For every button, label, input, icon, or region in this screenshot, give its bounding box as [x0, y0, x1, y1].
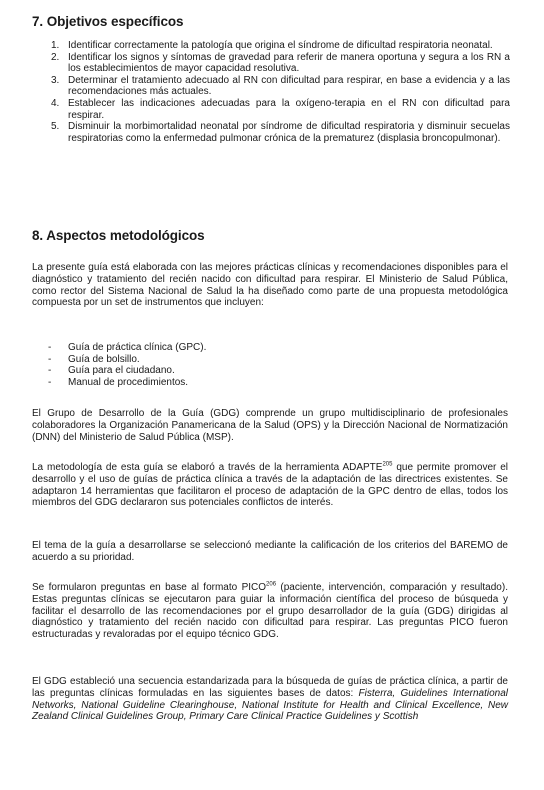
- list-item: - Guía de práctica clínica (GPC).: [48, 342, 207, 353]
- list-item: - Manual de procedimientos.: [48, 376, 189, 388]
- citation-superscript: 205: [382, 461, 393, 468]
- section-7-heading: 7. Objetivos específicos: [32, 14, 184, 29]
- list-item: 3. Determinar el tratamiento adecuado al RN con dificultad para respirar, en base a evidencia y a las recomendaciones más actuales.: [51, 74, 510, 98]
- citation-superscript: 206: [266, 581, 277, 588]
- gdg-paragraph: El Grupo de Desarrollo de la Guía (GDG) comprende un grupo multidisciplinario de profesionales colaboradores la Organización Panamericana de la Salud (OPS) y la Dirección Nacional de Normatización (DNN) del Ministerio de Salud Pública (MSP).: [32, 408, 508, 443]
- instruments-list: [48, 342, 206, 388]
- objectives-list: [48, 40, 510, 144]
- list-item: 5. Disminuir la morbimortalidad neonatal por síndrome de dificultad respiratoria y disminuir secuelas respiratorias como la enfermedad pulmonar crónica de la prematurez (displasia broncopulmonar).: [51, 121, 510, 144]
- section-8-heading: 8. Aspectos metodológicos: [32, 228, 205, 243]
- intro-paragraph: La presente guía está elaborada con las mejores prácticas clínicas y recomendaciones disponibles para el diagnóstico y tratamiento del recién nacido con dificultad para respirar. El Ministerio de Salud Pública, como rector del Sistema Nacional de Salud la ha diseñado como parte de una propuesta metodológica compuesta por un set de instrumentos que incluyen:: [32, 262, 508, 309]
- list-item: 1. Identificar correctamente la patología que origina el síndrome de dificultad respiratoria neonatal.: [51, 40, 493, 51]
- list-item: 2. Identificar los signos y síntomas de gravedad para referir de manera oportuna y segura a los RN a los establecimientos de mayor capacidad resolutiva.: [51, 51, 510, 75]
- methodology-paragraph: La metodología de esta guía se elaboró a través de la herramienta ADAPTE$^{205}$ que permite promover el desarrollo y el uso de guías de práctica clínica a través de la adaptación de las directrices existentes. Se adaptaron 14 herramientas que facilitaron el proceso de adaptación de la GPC dentro de ellas, todos los miembros del GDG declararon sus potenciales conflictos de interés.: [32, 461, 508, 509]
- search-paragraph: El GDG estableció una secuencia estandarizada para la búsqueda de guías de práctica clínica, a partir de las preguntas clínicas formuladas en las siguientes bases de datos: Fisterra, Guidelines International Networks, National Guideline Clearinghouse, National Institute for Health and Clinical Excellence, New Zealand Clinical Guidelines Group, Primary Care Clinical Practice Guidelines y Scottish: [32, 676, 508, 723]
- list-item: - Guía para el ciudadano.: [48, 365, 175, 377]
- pico-paragraph: Se formularon preguntas en base al formato PICO$^{206}$ (paciente, intervención, comparación y resultado). Estas preguntas clínicas se ejecutaron para guiar la información científica del proceso de búsqueda y facilitar el desarrollo de las recomendaciones por el grupo desarrollador de la guía (GDG) dirigidas al diagnóstico y tratamiento del recién nacido con dificultad para respirar. Las preguntas PICO fueron estructuradas y revaloradas por el equipo técnico GDG.: [32, 581, 508, 641]
- list-item: 4. Establecer las indicaciones adecuadas para la oxígeno-terapia en el RN con dificultad para respirar.: [51, 97, 510, 121]
- list-item: - Guía de bolsillo.: [48, 353, 140, 365]
- baremo-paragraph: El tema de la guía a desarrollarse se seleccionó mediante la calificación de los criterios del BAREMO de acuerdo a su prioridad.: [32, 540, 508, 563]
